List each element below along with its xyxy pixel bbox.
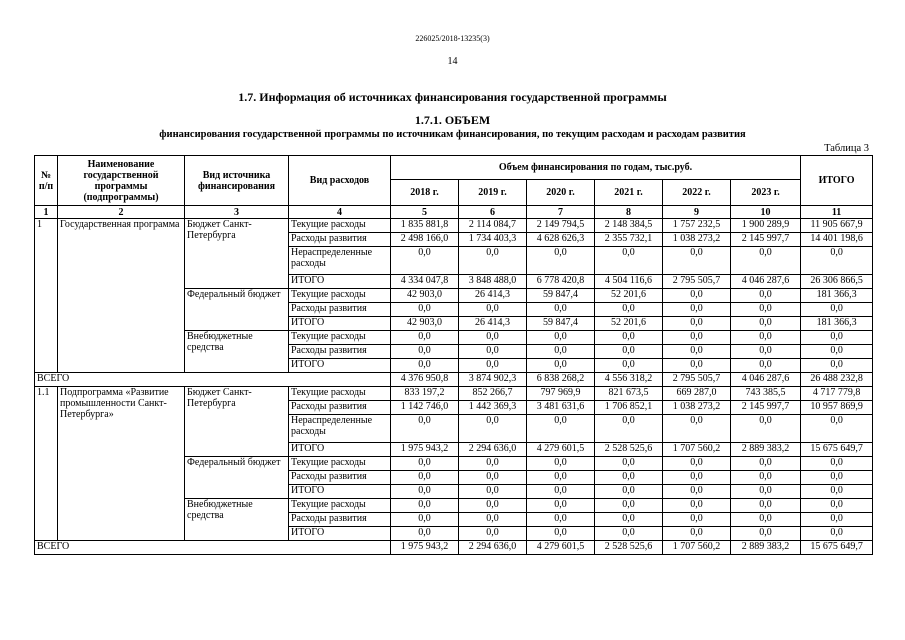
funding-source: Бюджет Санкт-Петербурга xyxy=(185,387,289,457)
total-value: 10 957 869,9 xyxy=(801,401,873,415)
year-value: 0,0 xyxy=(459,303,527,317)
year-value: 2 889 383,2 xyxy=(731,443,801,457)
header-total: ИТОГО xyxy=(801,156,873,206)
year-value: 2 889 383,2 xyxy=(731,541,801,555)
total-value: 26 488 232,8 xyxy=(801,373,873,387)
year-value: 2 795 505,7 xyxy=(663,373,731,387)
total-value: 0,0 xyxy=(801,457,873,471)
year-value: 4 334 047,8 xyxy=(391,275,459,289)
total-value: 15 675 649,7 xyxy=(801,443,873,457)
year-value: 1 734 403,3 xyxy=(459,233,527,247)
year-value: 2 355 732,1 xyxy=(595,233,663,247)
year-value: 1 975 943,2 xyxy=(391,443,459,457)
year-value: 1 900 289,9 xyxy=(731,219,801,233)
year-value: 0,0 xyxy=(391,527,459,541)
year-value: 0,0 xyxy=(595,331,663,345)
year-value: 42 903,0 xyxy=(391,289,459,303)
expense-kind: ИТОГО xyxy=(289,485,391,499)
year-value: 0,0 xyxy=(595,457,663,471)
expense-kind: Текущие расходы xyxy=(289,499,391,513)
total-label: ВСЕГО xyxy=(35,373,391,387)
expense-kind: ИТОГО xyxy=(289,317,391,331)
year-value: 0,0 xyxy=(731,359,801,373)
expense-kind: Расходы развития xyxy=(289,513,391,527)
year-value: 0,0 xyxy=(663,415,731,443)
year-value: 0,0 xyxy=(731,527,801,541)
year-value: 0,0 xyxy=(527,471,595,485)
total-value: 4 717 779,8 xyxy=(801,387,873,401)
year-value: 2 294 636,0 xyxy=(459,443,527,457)
page-number: 14 xyxy=(447,56,458,67)
year-value: 0,0 xyxy=(391,471,459,485)
total-value: 0,0 xyxy=(801,499,873,513)
expense-kind: Нераспределенные расходы xyxy=(289,247,391,275)
year-value: 0,0 xyxy=(527,331,595,345)
total-value: 0,0 xyxy=(801,527,873,541)
year-value: 743 385,5 xyxy=(731,387,801,401)
year-value: 0,0 xyxy=(595,485,663,499)
table-row xyxy=(35,219,873,233)
table-row xyxy=(35,387,873,401)
year-value: 6 838 268,2 xyxy=(527,373,595,387)
total-value: 0,0 xyxy=(801,513,873,527)
financing-table xyxy=(34,155,873,555)
year-value: 4 046 287,6 xyxy=(731,275,801,289)
year-value: 2 294 636,0 xyxy=(459,541,527,555)
total-value: 181 366,3 xyxy=(801,317,873,331)
year-value: 1 442 369,3 xyxy=(459,401,527,415)
year-value: 0,0 xyxy=(527,485,595,499)
total-value: 181 366,3 xyxy=(801,289,873,303)
year-value: 1 142 746,0 xyxy=(391,401,459,415)
total-value: 0,0 xyxy=(801,331,873,345)
year-value: 0,0 xyxy=(459,345,527,359)
year-value: 1 706 852,1 xyxy=(595,401,663,415)
year-value: 0,0 xyxy=(391,359,459,373)
year-value: 0,0 xyxy=(459,359,527,373)
year-value: 0,0 xyxy=(527,527,595,541)
year-value: 0,0 xyxy=(391,303,459,317)
column-index: 7 xyxy=(527,206,595,219)
program-name: Государственная программа xyxy=(58,219,185,373)
column-index: 11 xyxy=(801,206,873,219)
year-value: 2 148 384,5 xyxy=(595,219,663,233)
year-value: 0,0 xyxy=(527,345,595,359)
year-value: 0,0 xyxy=(731,317,801,331)
year-value: 1 707 560,2 xyxy=(663,541,731,555)
year-value: 26 414,3 xyxy=(459,289,527,303)
year-value: 0,0 xyxy=(731,513,801,527)
year-value: 0,0 xyxy=(595,345,663,359)
year-value: 0,0 xyxy=(663,499,731,513)
expense-kind: Расходы развития xyxy=(289,345,391,359)
year-value: 821 673,5 xyxy=(595,387,663,401)
year-value: 0,0 xyxy=(459,485,527,499)
year-value: 0,0 xyxy=(663,331,731,345)
year-value: 0,0 xyxy=(663,471,731,485)
year-value: 0,0 xyxy=(663,317,731,331)
year-value: 0,0 xyxy=(459,513,527,527)
expense-kind: Расходы развития xyxy=(289,303,391,317)
expense-kind: Текущие расходы xyxy=(289,457,391,471)
program-name: Подпрограмма «Развитие промышленности Санкт-Петербурга» xyxy=(58,387,185,541)
year-value: 0,0 xyxy=(391,345,459,359)
year-value: 1 835 881,8 xyxy=(391,219,459,233)
funding-source: Федеральный бюджет xyxy=(185,289,289,331)
expense-kind: ИТОГО xyxy=(289,275,391,289)
year-value: 0,0 xyxy=(731,457,801,471)
column-index: 2 xyxy=(58,206,185,219)
header-year: 2023 г. xyxy=(731,180,801,206)
header-num: № п/п xyxy=(35,156,58,206)
document-number: 226025/2018-13235(3) xyxy=(415,34,490,43)
year-value: 0,0 xyxy=(391,331,459,345)
year-value: 59 847,4 xyxy=(527,289,595,303)
total-label: ВСЕГО xyxy=(35,541,391,555)
header-year: 2021 г. xyxy=(595,180,663,206)
year-value: 0,0 xyxy=(459,457,527,471)
year-value: 0,0 xyxy=(731,345,801,359)
expense-kind: Текущие расходы xyxy=(289,331,391,345)
year-value: 0,0 xyxy=(663,289,731,303)
row-number: 1.1 xyxy=(35,387,58,541)
expense-kind: Расходы развития xyxy=(289,233,391,247)
year-value: 0,0 xyxy=(391,499,459,513)
year-value: 4 376 950,8 xyxy=(391,373,459,387)
year-value: 0,0 xyxy=(731,247,801,275)
total-value: 0,0 xyxy=(801,471,873,485)
year-value: 2 145 997,7 xyxy=(731,233,801,247)
column-index: 9 xyxy=(663,206,731,219)
year-value: 0,0 xyxy=(595,247,663,275)
table-label: Таблица 3 xyxy=(824,143,869,154)
year-value: 2 528 525,6 xyxy=(595,541,663,555)
header-expense-kind: Вид расходов xyxy=(289,156,391,206)
table-body xyxy=(35,219,873,555)
year-value: 26 414,3 xyxy=(459,317,527,331)
total-value: 0,0 xyxy=(801,303,873,317)
total-value: 0,0 xyxy=(801,247,873,275)
year-value: 0,0 xyxy=(663,485,731,499)
year-value: 0,0 xyxy=(527,303,595,317)
year-value: 4 279 601,5 xyxy=(527,541,595,555)
year-value: 0,0 xyxy=(595,303,663,317)
year-value: 3 874 902,3 xyxy=(459,373,527,387)
year-value: 2 149 794,5 xyxy=(527,219,595,233)
year-value: 852 266,7 xyxy=(459,387,527,401)
header-source: Вид источника финансирования xyxy=(185,156,289,206)
total-value: 14 401 198,6 xyxy=(801,233,873,247)
year-value: 0,0 xyxy=(595,499,663,513)
total-value: 0,0 xyxy=(801,359,873,373)
year-value: 52 201,6 xyxy=(595,317,663,331)
expense-kind: Текущие расходы xyxy=(289,387,391,401)
header-year: 2022 г. xyxy=(663,180,731,206)
year-value: 0,0 xyxy=(663,345,731,359)
expense-kind: Нераспределенные расходы xyxy=(289,415,391,443)
header-year: 2020 г. xyxy=(527,180,595,206)
year-value: 3 848 488,0 xyxy=(459,275,527,289)
year-value: 0,0 xyxy=(391,457,459,471)
year-value: 4 504 116,6 xyxy=(595,275,663,289)
year-value: 1 038 273,2 xyxy=(663,401,731,415)
year-value: 0,0 xyxy=(459,499,527,513)
year-value: 0,0 xyxy=(663,527,731,541)
year-value: 797 969,9 xyxy=(527,387,595,401)
year-value: 0,0 xyxy=(731,499,801,513)
column-index: 8 xyxy=(595,206,663,219)
year-value: 1 707 560,2 xyxy=(663,443,731,457)
year-value: 2 528 525,6 xyxy=(595,443,663,457)
column-index: 1 xyxy=(35,206,58,219)
year-value: 59 847,4 xyxy=(527,317,595,331)
year-value: 0,0 xyxy=(527,499,595,513)
year-value: 2 795 505,7 xyxy=(663,275,731,289)
year-value: 1 038 273,2 xyxy=(663,233,731,247)
year-value: 0,0 xyxy=(527,247,595,275)
year-value: 0,0 xyxy=(391,485,459,499)
year-value: 0,0 xyxy=(663,247,731,275)
total-row xyxy=(35,373,873,387)
total-value: 0,0 xyxy=(801,415,873,443)
total-value: 15 675 649,7 xyxy=(801,541,873,555)
year-value: 0,0 xyxy=(663,303,731,317)
year-value: 2 145 997,7 xyxy=(731,401,801,415)
year-value: 0,0 xyxy=(595,471,663,485)
total-value: 0,0 xyxy=(801,345,873,359)
year-value: 0,0 xyxy=(459,527,527,541)
year-value: 0,0 xyxy=(391,513,459,527)
year-value: 1 757 232,5 xyxy=(663,219,731,233)
column-index: 10 xyxy=(731,206,801,219)
header-year: 2018 г. xyxy=(391,180,459,206)
year-value: 0,0 xyxy=(459,415,527,443)
year-value: 6 778 420,8 xyxy=(527,275,595,289)
year-value: 0,0 xyxy=(731,485,801,499)
year-value: 0,0 xyxy=(731,331,801,345)
year-value: 0,0 xyxy=(731,303,801,317)
year-value: 0,0 xyxy=(595,513,663,527)
expense-kind: ИТОГО xyxy=(289,359,391,373)
total-value: 0,0 xyxy=(801,485,873,499)
funding-source: Внебюджетные средства xyxy=(185,499,289,541)
year-value: 4 046 287,6 xyxy=(731,373,801,387)
total-value: 26 306 866,5 xyxy=(801,275,873,289)
year-value: 4 279 601,5 xyxy=(527,443,595,457)
expense-kind: ИТОГО xyxy=(289,443,391,457)
total-row xyxy=(35,541,873,555)
year-value: 0,0 xyxy=(459,471,527,485)
subsection-heading: 1.7.1. ОБЪЕМ xyxy=(414,113,491,127)
row-number: 1 xyxy=(35,219,58,373)
year-value: 0,0 xyxy=(663,457,731,471)
year-value: 0,0 xyxy=(527,457,595,471)
expense-kind: ИТОГО xyxy=(289,527,391,541)
funding-source: Бюджет Санкт-Петербурга xyxy=(185,219,289,289)
year-value: 3 481 631,6 xyxy=(527,401,595,415)
year-value: 0,0 xyxy=(459,331,527,345)
column-index: 3 xyxy=(185,206,289,219)
column-index: 4 xyxy=(289,206,391,219)
year-value: 669 287,0 xyxy=(663,387,731,401)
year-value: 2 114 084,7 xyxy=(459,219,527,233)
year-value: 833 197,2 xyxy=(391,387,459,401)
year-value: 0,0 xyxy=(527,513,595,527)
expense-kind: Текущие расходы xyxy=(289,219,391,233)
year-value: 0,0 xyxy=(595,527,663,541)
year-value: 0,0 xyxy=(731,289,801,303)
year-value: 0,0 xyxy=(527,359,595,373)
year-value: 2 498 166,0 xyxy=(391,233,459,247)
year-value: 0,0 xyxy=(731,471,801,485)
header-name: Наименование государственной программы (подпрограммы) xyxy=(58,156,185,206)
year-value: 0,0 xyxy=(595,359,663,373)
year-value: 0,0 xyxy=(527,415,595,443)
column-index: 5 xyxy=(391,206,459,219)
funding-source: Федеральный бюджет xyxy=(185,457,289,499)
column-index: 6 xyxy=(459,206,527,219)
header-year: 2019 г. xyxy=(459,180,527,206)
year-value: 4 556 318,2 xyxy=(595,373,663,387)
expense-kind: Расходы развития xyxy=(289,471,391,485)
year-value: 0,0 xyxy=(663,513,731,527)
year-value: 0,0 xyxy=(663,359,731,373)
header-volume: Объем финансирования по годам, тыс.руб. xyxy=(391,156,801,180)
total-value: 11 905 667,9 xyxy=(801,219,873,233)
section-heading: 1.7. Информация об источниках финансирования государственной программы xyxy=(238,90,667,104)
expense-kind: Текущие расходы xyxy=(289,289,391,303)
funding-source: Внебюджетные средства xyxy=(185,331,289,373)
year-value: 0,0 xyxy=(595,415,663,443)
year-value: 1 975 943,2 xyxy=(391,541,459,555)
expense-kind: Расходы развития xyxy=(289,401,391,415)
year-value: 0,0 xyxy=(731,415,801,443)
year-value: 52 201,6 xyxy=(595,289,663,303)
year-value: 0,0 xyxy=(459,247,527,275)
year-value: 42 903,0 xyxy=(391,317,459,331)
year-value: 0,0 xyxy=(391,415,459,443)
year-value: 0,0 xyxy=(391,247,459,275)
table-subtitle: финансирования государственной программы по источникам финансирования, по текущим расходам и расходам развития xyxy=(159,129,746,140)
year-value: 4 628 626,3 xyxy=(527,233,595,247)
